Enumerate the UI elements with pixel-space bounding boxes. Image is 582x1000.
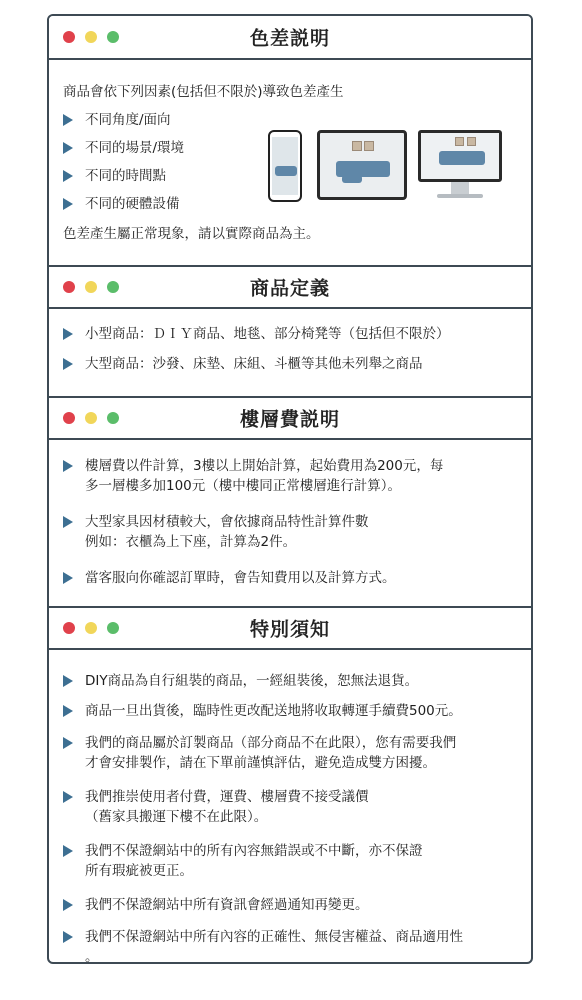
line-1: 樓層費以件計算，3樓以上開始計算，起始費用為200元，每 xyxy=(85,458,444,474)
line-1: 我們不保證網站中的所有內容無錯誤或不中斷，亦不保證 xyxy=(85,843,423,859)
triangle-bullet-icon xyxy=(63,737,73,749)
line-1: 我們的商品屬於訂製商品（部分商品不在此限），您有需要我們 xyxy=(85,735,457,751)
section-header-floor-fee xyxy=(49,396,531,440)
section-header-color-diff xyxy=(49,16,531,60)
line-2: （舊家具搬運下樓不在此限）。 xyxy=(85,809,268,825)
phone-icon xyxy=(268,130,302,202)
triangle-bullet-icon xyxy=(63,142,73,154)
triangle-bullet-icon xyxy=(63,572,73,584)
section-header-notice xyxy=(49,606,531,650)
triangle-bullet-icon xyxy=(63,114,73,126)
line-1: 我們不保證網站中所有內容的正確性、無侵害權益、商品適用性 xyxy=(85,929,463,945)
triangle-bullet-icon xyxy=(63,328,73,340)
monitor-stand xyxy=(451,182,469,194)
triangle-bullet-icon xyxy=(63,845,73,857)
triangle-bullet-icon xyxy=(63,705,73,717)
info-panel: 色差説明 商品會依下列因素(包括但不限於)導致色差產生 不同角度/面向 不同的場景/環境 不同的時間點 不同的硬體設備 色差產生屬正常現象，請以實際商品為主。 商品定義 小型商品：ＤＩＹ商品、地毯、部分椅凳等（包括但不限於） 大型商品：沙發、床墊、床組、斗櫃等其他未列舉之商品 樓層費説明 樓層費以件計算，3樓以上開始計算，起始費用為200元，每 多一層樓多加100元（樓中樓同正常樓層進行計算）。 大型家具因材積較大，會依據商品特性計算件數 例如：衣櫃為上下座，計算為2件。 當客服向你確認訂單時，會告知費用以及計算方式。 特別須知 DIY商品為自行組裝的商品，一經組裝後，恕無法退貨。 商品一旦出貨後，臨時性更改配送地將收取轉運手續費500元。 我們的商品屬於訂製商品（部分商品不在此限），您有需要我們 才會安排製作，請在下單前謹慎評估，避免造成雙方困擾。 我們推崇使用者付費，運費、樓層費不接受議價 （舊家具搬運下樓不在此限）。 我們不保證網站中的所有內容無錯誤或不中斷，亦不保證 所有瑕疵被更正。 我們不保證網站中所有資訊會經過通知再變更。 我們不保證網站中所有內容的正確性、無侵害權益、商品適用性 。 xyxy=(47,14,533,964)
triangle-bullet-icon xyxy=(63,791,73,803)
color-diff-intro: 商品會依下列因素(包括但不限於)導致色差產生 xyxy=(63,84,344,100)
laptop-icon xyxy=(317,130,407,200)
color-diff-outro: 色差產生屬正常現象，請以實際商品為主。 xyxy=(63,226,320,242)
line-2: 例如：衣櫃為上下座，計算為2件。 xyxy=(85,534,297,550)
section-title: 商品定義 xyxy=(249,277,330,300)
line-1: 大型家具因材積較大，會依據商品特性計算件數 xyxy=(85,514,369,530)
line-1: 我們推崇使用者付費，運費、樓層費不接受議價 xyxy=(85,789,369,805)
triangle-bullet-icon xyxy=(63,358,73,370)
line-2: 所有瑕疵被更正。 xyxy=(85,863,193,879)
triangle-bullet-icon xyxy=(63,170,73,182)
line-2: 。 xyxy=(85,949,99,964)
triangle-bullet-icon xyxy=(63,899,73,911)
section-title: 色差説明 xyxy=(249,27,330,50)
triangle-bullet-icon xyxy=(63,460,73,472)
monitor-icon xyxy=(418,130,502,182)
triangle-bullet-icon xyxy=(63,516,73,528)
section-header-product-def xyxy=(49,265,531,309)
section-title: 特別須知 xyxy=(249,618,330,641)
triangle-bullet-icon xyxy=(63,931,73,943)
line-2: 多一層樓多加100元（樓中樓同正常樓層進行計算）。 xyxy=(85,478,402,494)
line-2: 才會安排製作，請在下單前謹慎評估，避免造成雙方困擾。 xyxy=(85,755,436,771)
triangle-bullet-icon xyxy=(63,675,73,687)
triangle-bullet-icon xyxy=(63,198,73,210)
monitor-base xyxy=(437,194,483,198)
section-title: 樓層費説明 xyxy=(239,408,340,431)
